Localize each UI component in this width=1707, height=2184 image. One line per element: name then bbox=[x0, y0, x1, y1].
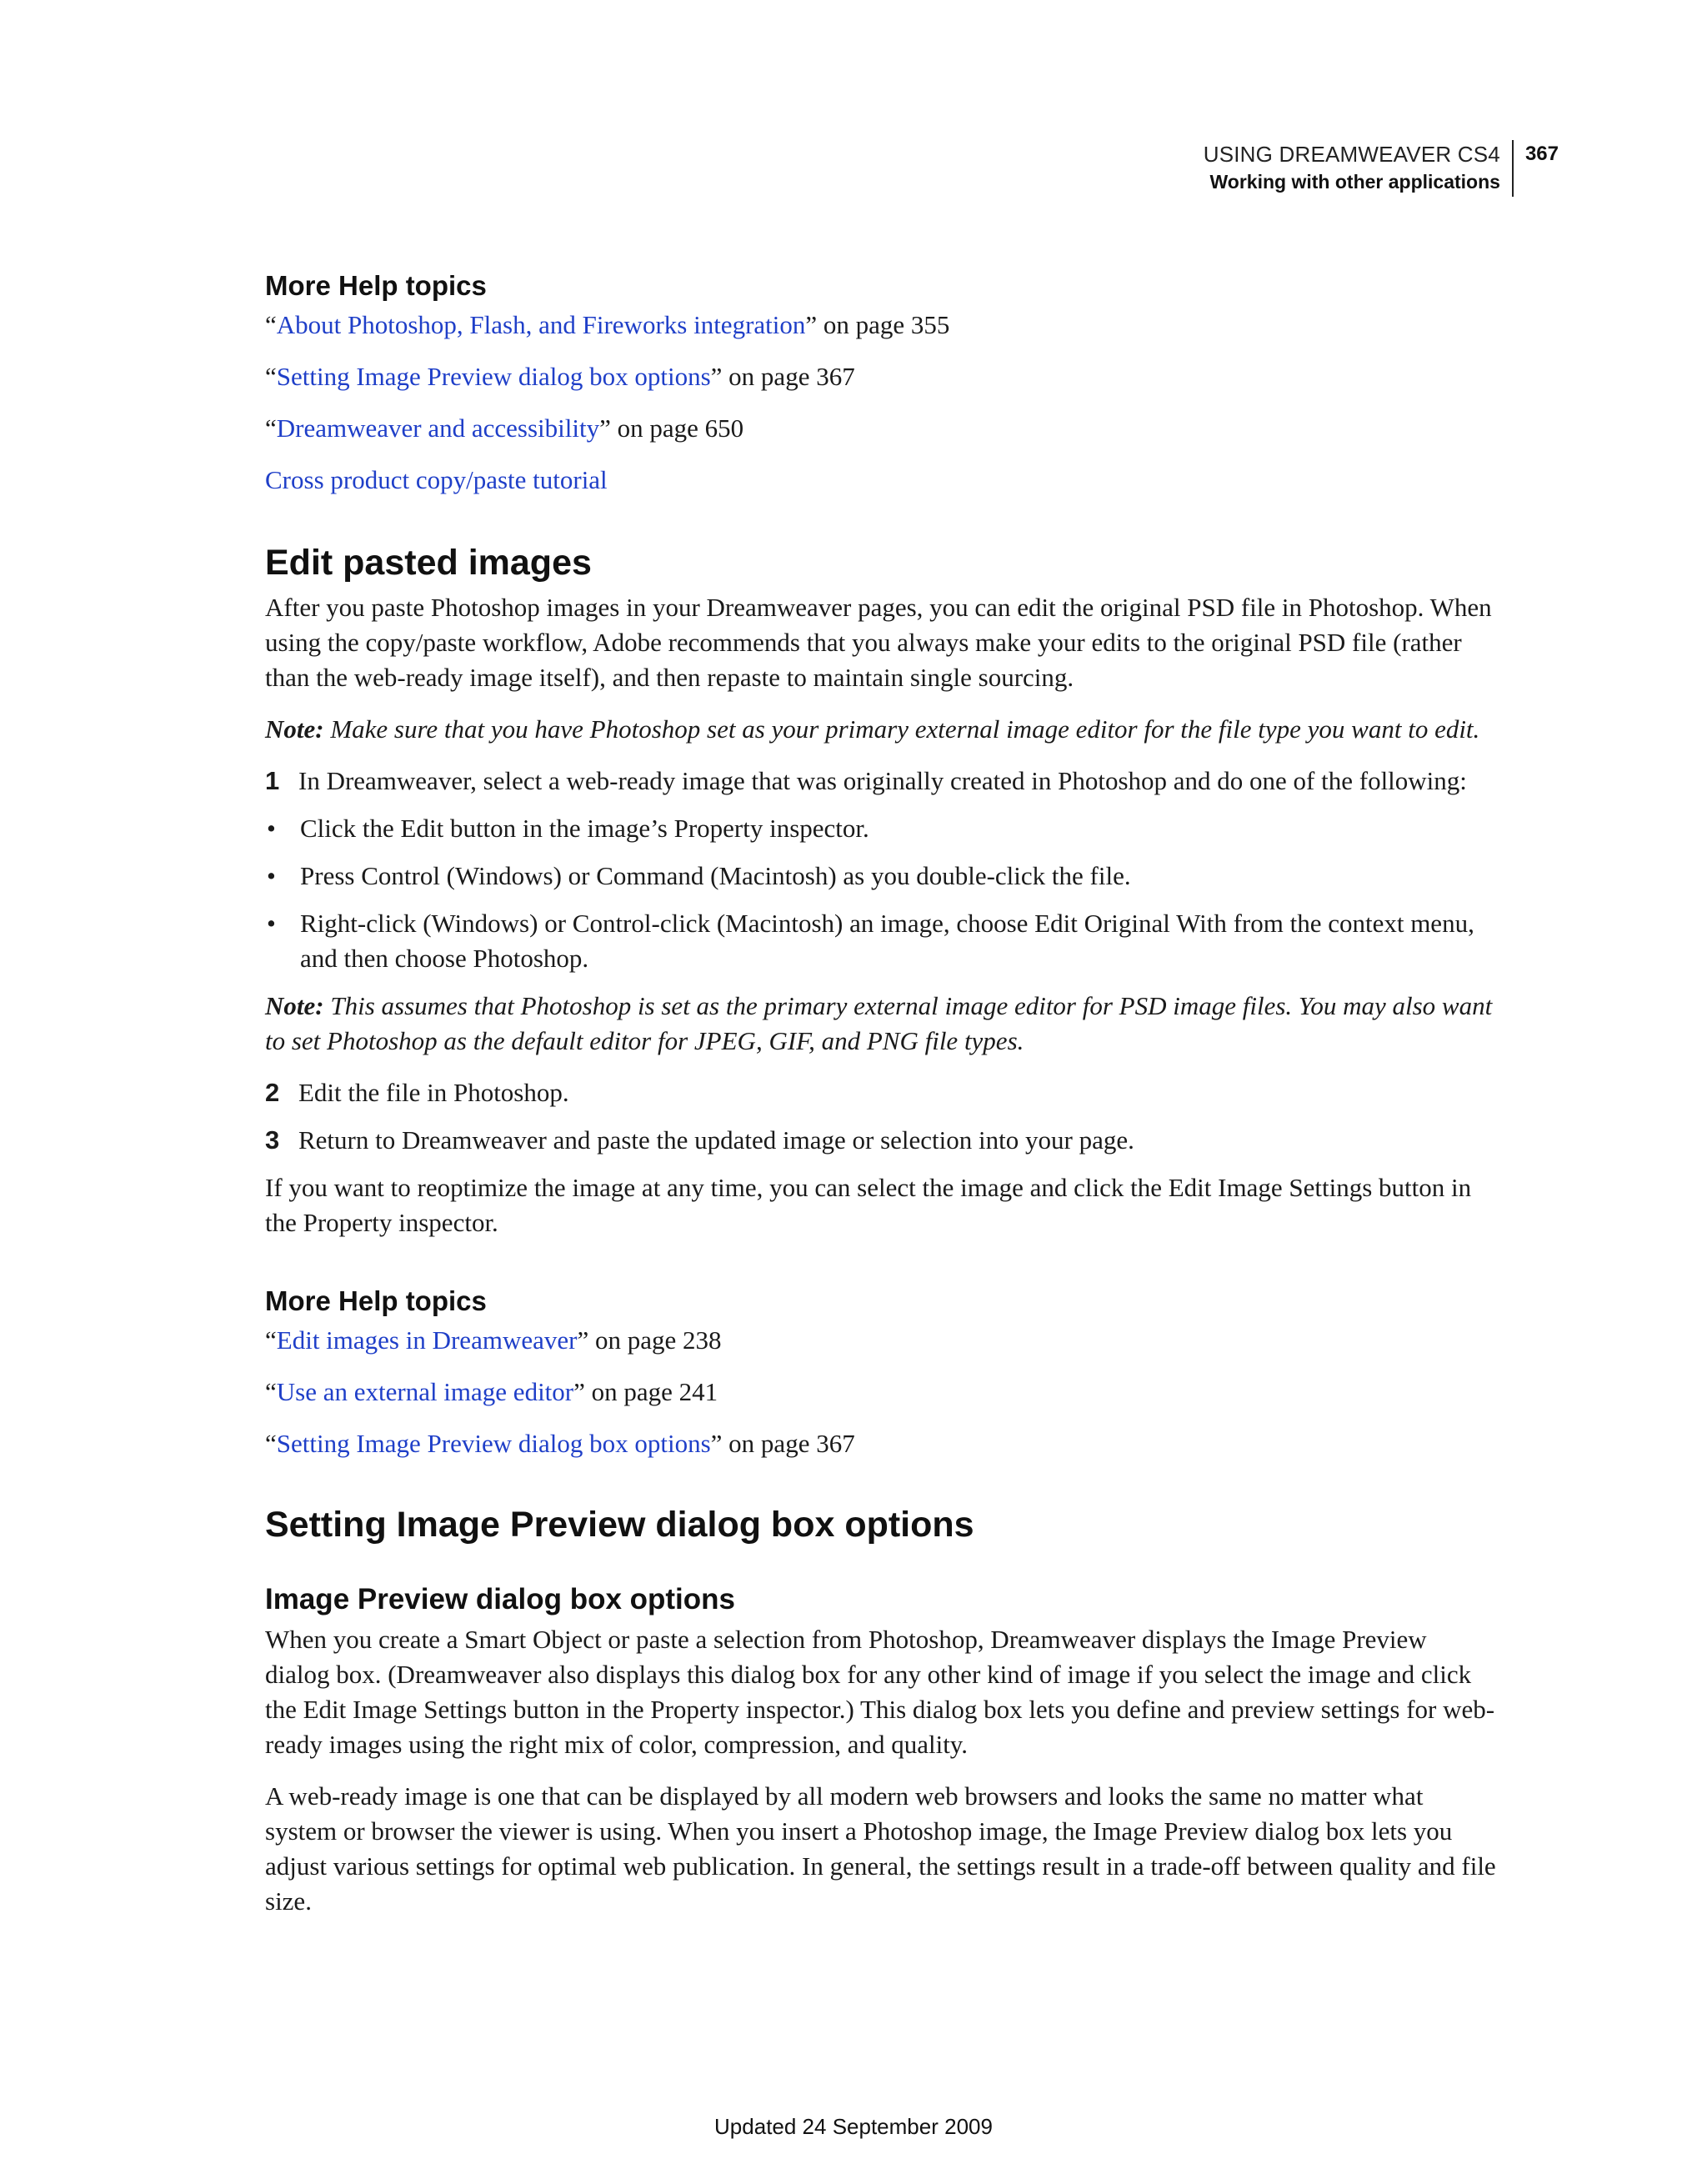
more-help-section-2 bbox=[265, 1282, 1497, 1462]
quote-open: “ bbox=[265, 1429, 277, 1458]
help-link-line bbox=[265, 1322, 1497, 1359]
step-2 bbox=[265, 1075, 1497, 1110]
page-ref: ” on page 367 bbox=[710, 362, 855, 391]
page-ref: ” on page 241 bbox=[573, 1377, 718, 1406]
note-text: Make sure that you have Photoshop set as your primary external image editor for the file type you want to edit. bbox=[323, 714, 1480, 744]
footer-updated-date: Updated 24 September 2009 bbox=[714, 2114, 993, 2139]
bullet-item bbox=[265, 811, 1497, 846]
help-link[interactable]: Setting Image Preview dialog box options bbox=[276, 1429, 711, 1458]
step-1 bbox=[265, 764, 1497, 799]
bullet-item bbox=[265, 859, 1497, 894]
step-text: Return to Dreamweaver and paste the updated image or selection into your page. bbox=[298, 1125, 1134, 1155]
step-number: 3 bbox=[265, 1125, 280, 1155]
quote-open: “ bbox=[265, 1325, 277, 1355]
help-link-line bbox=[265, 1374, 1497, 1410]
image-preview-paragraph-1: When you create a Smart Object or paste a selection from Photoshop, Dreamweaver displays the Image Preview dialog box. (Dreamweaver also displays this dialog box for any other kind of image if you select the image and click the Edit Image Settings button in the Property inspector.) This dialog box lets you define and preview settings for web-ready images using the right mix of color, compression, and quality. bbox=[265, 1625, 1495, 1759]
outro-paragraph: If you want to reoptimize the image at any time, you can select the image and click the Edit Image Settings button in the Property inspector. bbox=[265, 1173, 1472, 1237]
help-link-tutorial[interactable]: Cross product copy/paste tutorial bbox=[265, 465, 608, 494]
bullet-item bbox=[265, 906, 1497, 976]
more-help-heading: More Help topics bbox=[265, 270, 487, 301]
note-label: Note: bbox=[265, 991, 324, 1020]
help-link[interactable]: Dreamweaver and accessibility bbox=[276, 413, 600, 443]
help-link[interactable]: Use an external image editor bbox=[276, 1377, 574, 1406]
help-link-line bbox=[265, 1425, 1497, 1462]
more-help-section-1 bbox=[265, 267, 1497, 498]
quote-open: “ bbox=[265, 362, 277, 391]
note-text: This assumes that Photoshop is set as the primary external image editor for PSD image files. You may also want to set Photoshop as the default editor for JPEG, GIF, and PNG file types. bbox=[265, 991, 1493, 1055]
bullet-text: Press Control (Windows) or Command (Macintosh) as you double-click the file. bbox=[300, 861, 1131, 890]
note-psd-editor bbox=[265, 989, 1497, 1059]
step-number: 1 bbox=[265, 766, 280, 795]
page-ref: ” on page 367 bbox=[710, 1429, 855, 1458]
help-link-line bbox=[265, 462, 1497, 498]
bullet-text: Click the Edit button in the image’s Property inspector. bbox=[300, 814, 869, 843]
step-number: 2 bbox=[265, 1078, 280, 1107]
page-number: 367 bbox=[1524, 143, 1559, 165]
step-3 bbox=[265, 1123, 1497, 1158]
page-ref: ” on page 355 bbox=[805, 310, 950, 339]
note-label: Note: bbox=[265, 714, 324, 744]
image-preview-paragraph-2: A web-ready image is one that can be displayed by all modern web browsers and looks the same no matter what system or browser the viewer is using. When you insert a Photoshop image, the Image Preview dialog box lets you adjust various settings for optimal web publication. In general, the settings result in a trade-off between quality and file size. bbox=[265, 1781, 1496, 1916]
help-link[interactable]: Edit images in Dreamweaver bbox=[276, 1325, 578, 1355]
chapter-title: Working with other applications bbox=[1209, 171, 1500, 193]
quote-open: “ bbox=[265, 413, 277, 443]
book-title: USING DREAMWEAVER CS4 bbox=[1203, 142, 1500, 167]
bullet-mark: • bbox=[267, 861, 276, 890]
bullet-mark: • bbox=[267, 814, 276, 843]
quote-open: “ bbox=[265, 310, 277, 339]
quote-open: “ bbox=[265, 1377, 277, 1406]
page-ref: ” on page 650 bbox=[599, 413, 744, 443]
image-preview-section bbox=[265, 1499, 1497, 1919]
more-help-heading: More Help topics bbox=[265, 1285, 487, 1316]
page-content bbox=[265, 267, 1497, 1936]
bullet-text: Right-click (Windows) or Control-click (Macintosh) an image, choose Edit Original With from the context menu, and then choose Photoshop. bbox=[300, 909, 1474, 973]
help-link-line bbox=[265, 358, 1497, 395]
intro-paragraph: After you paste Photoshop images in your Dreamweaver pages, you can edit the original PSD file in Photoshop. When using the copy/paste workflow, Adobe recommends that you always make your edits to the original PSD file (rather than the web-ready image itself), and then repaste to maintain single sourcing. bbox=[265, 593, 1492, 692]
help-link[interactable]: Setting Image Preview dialog box options bbox=[276, 362, 711, 391]
step-text: Edit the file in Photoshop. bbox=[298, 1078, 569, 1107]
bullet-mark: • bbox=[267, 909, 276, 938]
running-header-text bbox=[1204, 140, 1514, 197]
edit-pasted-images-section bbox=[265, 537, 1497, 1240]
section-heading-edit-pasted-images: Edit pasted images bbox=[265, 543, 592, 583]
page-ref: ” on page 238 bbox=[577, 1325, 722, 1355]
step-text: In Dreamweaver, select a web-ready image that was originally created in Photoshop and do one of the following: bbox=[298, 766, 1467, 795]
help-link[interactable]: About Photoshop, Flash, and Fireworks integration bbox=[276, 310, 806, 339]
help-link-line bbox=[265, 307, 1497, 343]
help-link-line bbox=[265, 410, 1497, 447]
subsection-heading-image-preview-options: Image Preview dialog box options bbox=[265, 1583, 735, 1615]
note-primary-editor bbox=[265, 712, 1497, 747]
running-header bbox=[1204, 140, 1559, 197]
section-heading-image-preview: Setting Image Preview dialog box options bbox=[265, 1505, 974, 1545]
